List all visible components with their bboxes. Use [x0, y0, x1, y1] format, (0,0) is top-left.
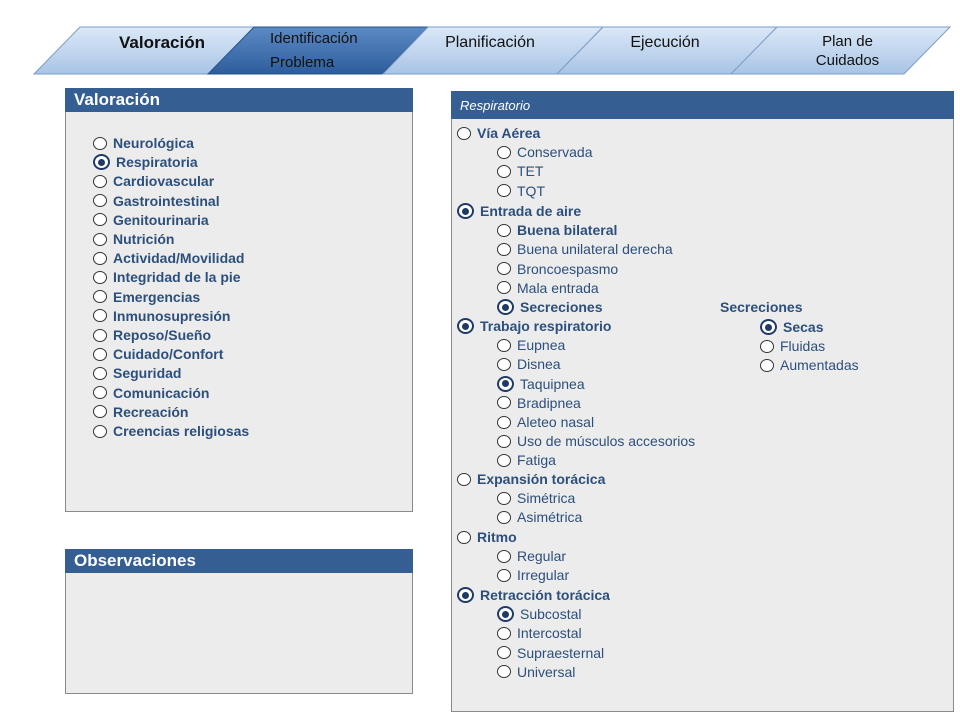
option-label: Inmunosupresión: [113, 307, 231, 324]
radio-unchecked-icon[interactable]: [497, 184, 511, 197]
secreciones-title: Secreciones: [720, 299, 803, 315]
option-label: Retracción torácica: [480, 587, 610, 603]
radio-unchecked-icon[interactable]: [93, 194, 107, 207]
option-label: Actividad/Movilidad: [113, 250, 245, 267]
radio-option-gastrointestinal[interactable]: [93, 192, 220, 210]
option-label: Ritmo: [477, 529, 517, 545]
radio-option-comunicacion[interactable]: [93, 384, 209, 402]
radio-option-inmunosupresion[interactable]: [93, 307, 230, 325]
radio-option-aumentadas[interactable]: [760, 356, 859, 374]
option-label: Aleteo nasal: [517, 414, 595, 430]
option-label: Comunicación: [113, 384, 210, 401]
radio-unchecked-icon[interactable]: [93, 271, 107, 284]
valoracion-title: Valoración: [74, 90, 160, 109]
radio-option-buena-bilateral[interactable]: [497, 221, 617, 239]
radio-unchecked-icon[interactable]: [497, 511, 511, 524]
option-label: Universal: [517, 663, 576, 680]
option-label: Trabajo respiratorio: [480, 318, 612, 334]
radio-unchecked-icon[interactable]: [760, 359, 774, 372]
option-label: Fatiga: [517, 452, 556, 469]
radio-unchecked-icon[interactable]: [497, 569, 511, 582]
valoracion-header: [65, 88, 413, 112]
option-label: Subcostal: [520, 606, 582, 623]
radio-checked-icon[interactable]: [93, 154, 110, 170]
radio-unchecked-icon[interactable]: [457, 531, 471, 544]
option-label: Expansión torácica: [477, 471, 606, 487]
radio-checked-icon[interactable]: [497, 376, 514, 392]
option-label: Cuidado/Confort: [113, 346, 224, 363]
option-label: Buena unilateral derecha: [517, 241, 673, 258]
radio-option-regular[interactable]: [497, 547, 566, 565]
radio-option-asimetrica[interactable]: [497, 508, 582, 526]
radio-option-emergencias[interactable]: [93, 288, 200, 306]
radio-unchecked-icon[interactable]: [93, 233, 107, 246]
radio-option-bradipnea[interactable]: [497, 394, 581, 412]
observaciones-title: Observaciones: [74, 551, 196, 570]
radio-option-trabajo-respiratorio[interactable]: [457, 317, 611, 335]
radio-option-taquipnea[interactable]: [497, 375, 585, 393]
radio-option-aleteo-nasal[interactable]: [497, 413, 594, 431]
radio-unchecked-icon[interactable]: [497, 416, 511, 429]
option-label: TET: [517, 163, 544, 180]
radio-unchecked-icon[interactable]: [93, 175, 107, 188]
radio-option-uso-de-musculos-accesorios[interactable]: [497, 432, 695, 450]
radio-option-fluidas[interactable]: [760, 337, 825, 355]
option-label: Fluidas: [780, 338, 826, 355]
radio-option-integridad-de-la-pie[interactable]: [93, 268, 241, 286]
radio-unchecked-icon[interactable]: [497, 262, 511, 275]
radio-option-secas[interactable]: [760, 318, 823, 336]
respiratorio-header: [451, 91, 954, 119]
radio-unchecked-icon[interactable]: [93, 213, 107, 226]
tab-identificacion-label: Identificación Problema: [270, 30, 358, 71]
radio-unchecked-icon[interactable]: [497, 396, 511, 409]
radio-unchecked-icon[interactable]: [93, 329, 107, 342]
radio-option-seguridad[interactable]: [93, 364, 181, 382]
radio-option-reposo-sueno[interactable]: [93, 326, 211, 344]
radio-option-eupnea[interactable]: [497, 336, 565, 354]
option-label: Nutrición: [113, 231, 175, 247]
option-label: Reposo/Sueño: [113, 327, 212, 343]
radio-unchecked-icon[interactable]: [93, 367, 107, 380]
tab-plan-cuidados-label: Plan de Cuidados: [815, 33, 880, 69]
option-label: Asimétrica: [517, 509, 583, 526]
option-label: Bradipnea: [517, 394, 581, 411]
radio-option-tet[interactable]: [497, 162, 543, 180]
radio-unchecked-icon[interactable]: [93, 309, 107, 322]
radio-unchecked-icon[interactable]: [497, 454, 511, 467]
option-label: Buena bilateral: [517, 222, 618, 239]
option-label: Vía Aérea: [477, 125, 541, 141]
radio-option-tqt[interactable]: [497, 182, 545, 200]
radio-unchecked-icon[interactable]: [93, 425, 107, 438]
radio-option-fatiga[interactable]: [497, 451, 556, 469]
option-label: Respiratoria: [116, 154, 198, 171]
tab-ejecucion-label: Ejecución: [630, 34, 700, 51]
radio-option-actividad-movilidad[interactable]: [93, 249, 244, 267]
radio-unchecked-icon[interactable]: [497, 550, 511, 563]
radio-option-broncoespasmo[interactable]: [497, 260, 618, 278]
option-label: Recreación: [113, 403, 189, 420]
option-label: Integridad de la pie: [113, 269, 241, 286]
radio-option-intercostal[interactable]: [497, 624, 582, 642]
option-label: Seguridad: [113, 365, 182, 382]
radio-checked-icon[interactable]: [457, 587, 474, 603]
radio-option-via-aerea[interactable]: [457, 124, 540, 142]
radio-option-conservada[interactable]: [497, 143, 593, 161]
option-label: Conservada: [517, 144, 593, 161]
option-label: Supraesternal: [517, 644, 605, 661]
option-label: Broncoespasmo: [517, 260, 619, 277]
option-label: Secas: [783, 319, 824, 335]
radio-checked-icon[interactable]: [457, 203, 474, 219]
option-label: Eupnea: [517, 337, 566, 354]
radio-unchecked-icon[interactable]: [497, 146, 511, 159]
respiratorio-title: Respiratorio: [460, 98, 531, 113]
option-label: Mala entrada: [517, 279, 599, 296]
radio-option-nutricion[interactable]: [93, 230, 174, 248]
radio-option-genitourinaria[interactable]: [93, 211, 209, 229]
option-label: Simétrica: [517, 490, 576, 507]
radio-option-cuidado-confort[interactable]: [93, 345, 223, 363]
radio-option-retraccion-toracica[interactable]: [457, 586, 610, 604]
radio-option-buena-unilateral-derecha[interactable]: [497, 240, 673, 258]
radio-option-supraesternal[interactable]: [497, 644, 604, 662]
option-label: Disnea: [517, 356, 561, 373]
radio-option-irregular[interactable]: [497, 566, 569, 584]
radio-unchecked-icon[interactable]: [457, 127, 471, 140]
option-label: Creencias religiosas: [113, 423, 250, 439]
radio-option-cardiovascular[interactable]: [93, 172, 214, 190]
option-label: Genitourinaria: [113, 211, 209, 228]
radio-unchecked-icon[interactable]: [497, 281, 511, 294]
radio-option-subcostal[interactable]: [497, 605, 581, 623]
radio-option-mala-entrada[interactable]: [497, 279, 599, 297]
radio-unchecked-icon[interactable]: [93, 290, 107, 303]
tab-planificacion-label: Planificación: [445, 34, 535, 51]
radio-option-expansion-toracica[interactable]: [457, 470, 605, 488]
radio-option-secreciones[interactable]: [497, 298, 603, 316]
radio-option-ritmo[interactable]: [457, 528, 517, 546]
radio-unchecked-icon[interactable]: [497, 358, 511, 371]
option-label: Neurológica: [113, 135, 194, 151]
radio-option-creencias-religiosas[interactable]: [93, 422, 249, 440]
radio-checked-icon[interactable]: [497, 606, 514, 622]
option-label: Cardiovascular: [113, 173, 215, 190]
radio-checked-icon[interactable]: [457, 318, 474, 334]
radio-unchecked-icon[interactable]: [497, 665, 511, 678]
option-label: Regular: [517, 548, 567, 565]
radio-unchecked-icon[interactable]: [93, 405, 107, 418]
radio-unchecked-icon[interactable]: [497, 646, 511, 659]
radio-unchecked-icon[interactable]: [93, 348, 107, 361]
radio-unchecked-icon[interactable]: [93, 252, 107, 265]
option-label: Taquipnea: [520, 375, 585, 392]
radio-checked-icon[interactable]: [497, 299, 514, 315]
radio-unchecked-icon[interactable]: [93, 137, 107, 150]
observaciones-panel: [65, 560, 413, 694]
option-label: Emergencias: [113, 288, 201, 305]
radio-unchecked-icon[interactable]: [497, 243, 511, 256]
radio-unchecked-icon[interactable]: [497, 224, 511, 237]
option-label: Entrada de aire: [480, 203, 582, 219]
radio-option-neurologica[interactable]: [93, 134, 194, 152]
radio-checked-icon[interactable]: [760, 319, 777, 335]
radio-option-entrada-de-aire[interactable]: [457, 202, 581, 220]
option-label: Uso de músculos accesorios: [517, 433, 696, 450]
radio-unchecked-icon[interactable]: [457, 473, 471, 486]
option-label: Aumentadas: [780, 357, 859, 374]
option-label: Irregular: [517, 567, 570, 584]
radio-unchecked-icon[interactable]: [497, 165, 511, 178]
radio-option-disnea[interactable]: [497, 355, 561, 373]
option-label: Secreciones: [520, 299, 603, 315]
radio-unchecked-icon[interactable]: [760, 340, 774, 353]
radio-unchecked-icon[interactable]: [93, 386, 107, 399]
radio-option-respiratoria[interactable]: [93, 153, 198, 171]
radio-unchecked-icon[interactable]: [497, 339, 511, 352]
observaciones-header: [65, 549, 413, 573]
radio-option-universal[interactable]: [497, 663, 575, 681]
option-label: TQT: [517, 182, 545, 199]
option-label: Intercostal: [517, 625, 582, 642]
radio-unchecked-icon[interactable]: [497, 627, 511, 640]
radio-unchecked-icon[interactable]: [497, 492, 511, 505]
radio-option-simetrica[interactable]: [497, 489, 575, 507]
tab-valoracion-label: Valoración: [119, 33, 205, 52]
radio-option-recreacion[interactable]: [93, 403, 188, 421]
option-label: Gastrointestinal: [113, 192, 220, 209]
radio-unchecked-icon[interactable]: [497, 435, 511, 448]
